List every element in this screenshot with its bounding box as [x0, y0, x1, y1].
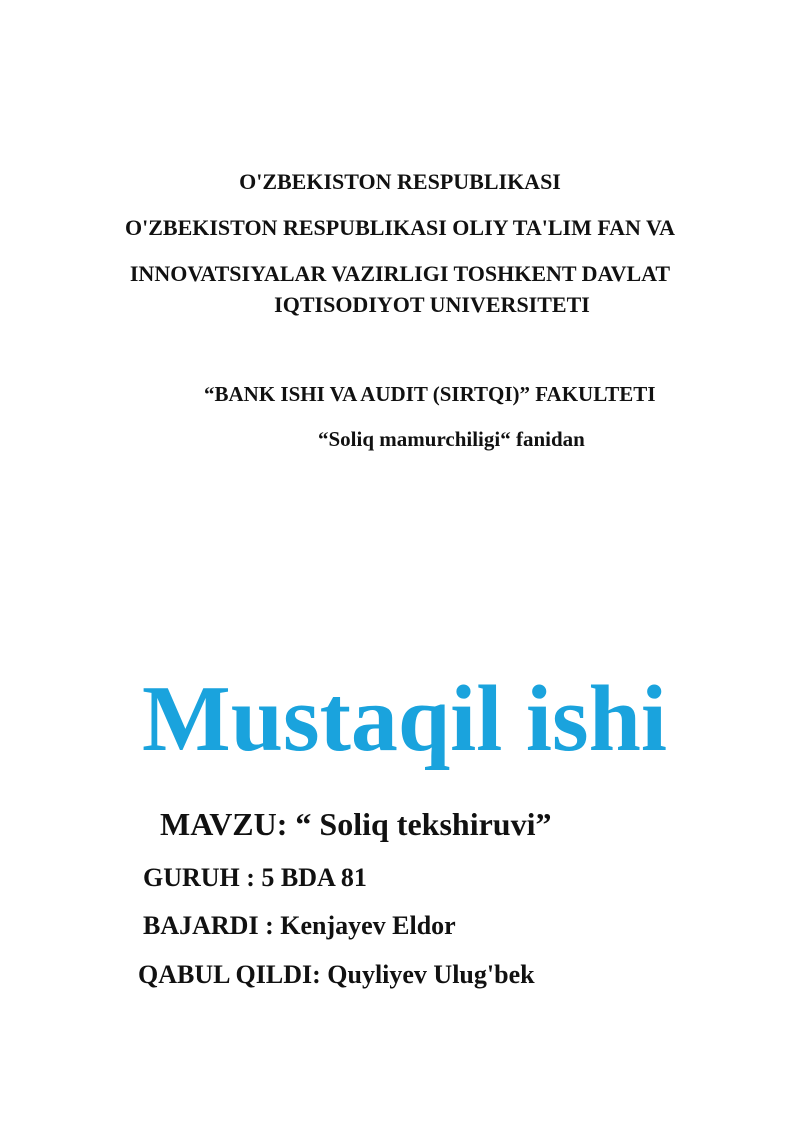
header-ministry-line-2: INNOVATSIYALAR VAZIRLIGI TOSHKENT DAVLAT — [129, 261, 671, 286]
performed-by-line: BAJARDI : Kenjayev Eldor — [143, 911, 456, 940]
header-country-line: O'ZBEKISTON RESPUBLIKASI — [239, 169, 561, 194]
group-line: GURUH : 5 BDA 81 — [143, 863, 367, 892]
document-title: Mustaqil ishi — [142, 667, 667, 771]
topic-line: MAVZU: “ Soliq tekshiruvi” — [160, 806, 552, 842]
subject-name: “Soliq mamurchiligi“ fanidan — [318, 427, 585, 451]
faculty-name: “BANK ISHI VA AUDIT (SIRTQI)” FAKULTETI — [204, 382, 656, 406]
header-ministry-line-1: O'ZBEKISTON RESPUBLIKASI OLIY TA'LIM FAN VA — [125, 215, 675, 240]
accepted-by-line: QABUL QILDI: Quyliyev Ulug'bek — [138, 960, 535, 989]
header-university-line: IQTISODIYOT UNIVERSITETI — [274, 292, 590, 317]
